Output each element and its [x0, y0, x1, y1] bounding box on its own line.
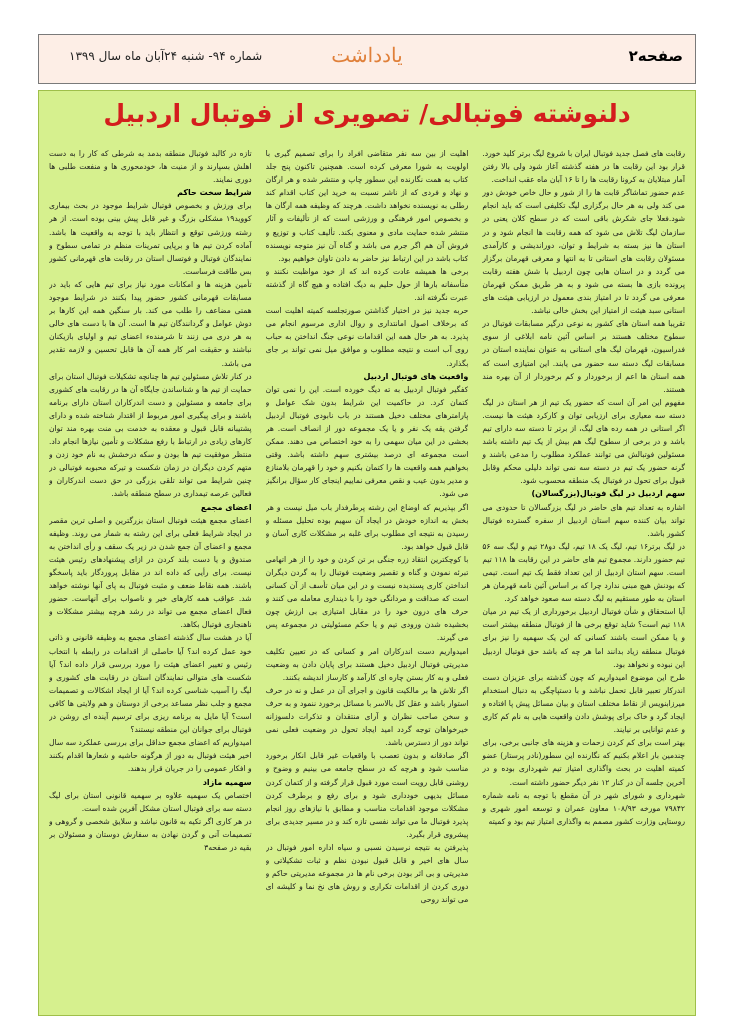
- subheading: سهم اردبیل در لیگ فوتبال(بزرگسالان): [531, 489, 685, 499]
- paragraph: اهلیت از بین سه نفر متقاضی افراد را برای تصمیم گیری با اولویت به شورا معرفی کرده است. همچنین تاکنون پنج جلد کتاب به همت نگارنده این سطور چاپ و منتشر شده و هر ارگان و نهاد و فردی که از ناشر نسبت به خرید این کتاب اقدام کند رطلی به نویسنده نخواهد داشت. هرچند که وظیفه همه ارگان ها و بخصوص امور فرهنگی و ورزشی است که از تألیفات و آثار منتشر شده حمایت مادی و معنوی بکند. تألیف کتاب و توزیع و فروش آن هم اگر جرم می باشد و گناه آن نیز متوجه نویسنده کتاب باشد در این ارتباط نیز حاضر به دادن تاوان خواهیم بود.: [265, 149, 469, 263]
- paragraph: رقابت های فصل جدید فوتبال ایران با شروع لیگ برتر کلید خورد. قرار بود این رقابت ها در هفته گذشته آغاز شود ولی بالا رفتن آمار مبتلایان به کرونا رقابت ها را تا ۱۶ آبان ماه عقب انداخت.: [482, 149, 685, 185]
- paragraph: امیدواریم دست اندرکاران امر و کسانی که در تعیین تکلیف مدیریتی فوتبال اردبیل دخیل هستند برای پایان دادن به وضعیت فعلی و به کار بستن چاره ای کارآمد و کارساز اندیشه بکنند.: [265, 646, 469, 682]
- paragraph: با کوچکترین انتقاد زره جنگی بر تن کردن و خود را از هر اتهامی تبرئه نمودن و گناه و تقصیر وضعیت فوتبال را به گردن دیگران انداختن کاری پسندیده نیست و در این میان تأسف از آن کسانی است که صداقت و مردانگی خود را با دینداری معامله می کنند و حرف های درون خود را در مقابل امتیازی بی ارزش چون بخشیده شدن ورودی تیم و یا حکم مسئولیتی در مجموعه پس می گیرند.: [265, 554, 469, 643]
- article-headline: دلنوشته فوتبالی/ تصویری از فوتبال اردبیل: [103, 99, 631, 128]
- paragraph: طرح این موضوع امیدواریم که چون گذشته برای عزیزان دست اندرکار تعبیر قابل تحمل نباشد و با دستپاچگی به دنبال استخدام میرزابنویس از نقاط مختلف استان و بیان مسائل پیش پا افتاده و ایجاد گرد و خاک برای پوشش دادن واقعیت هایی به نام کم کاری و عدم توانایی بر نیایند.: [482, 672, 685, 735]
- paragraph: اختصاص یک سهمیه علاوه بر سهمیه قانونی استان برای لیگ دسته سه برای فوتبال استان مشکل آفرین شده است.: [48, 790, 252, 813]
- paragraph: پذیرفتن به نتیجه نرسیدن نسبی و سیاه اداره امور فوتبال در سال های اخیر و قابل قبول نبودن نظم و ثبات تشکیلاتی و مدیریتی و بی اثر بودن برخی نام ها در مجموعه مدیریتی حاکم و دوری کردن از اقدامات تکراری و روش های نخ نما و کلیشه ای می تواند روحی: [265, 842, 469, 905]
- paragraph: تازه در کالبد فوتبال منطقه بدمد به شرطی که کار را به دست اهلش بسپارند و از منیت ها، خودمحوری ها و منفعت طلبی ها دوری نمایند.: [48, 149, 252, 185]
- paragraph: در کنار تلاش مسئولین تیم ها چنانچه تشکیلات فوتبال استان برای حمایت از تیم ها و شناساندن جایگاه آن ها در رقابت های کشوری برای جامعه و مسئولین و دست اندرکاران استان دارای برنامه باشند و برای پیگیری امور مربوط از اقتدار شناخته شده و دارای پشتیبانه قابل قبول و معقده به خدمت بی منت بهره مند توان کارهای زیادی در ارتباط با رفع مشکلات و تأمین نیازها انجام داد. منتظر موفقیت تیم ها بودن و سکه درخشش به نام خود زدن و متهم کردن دیگران در زمان شکست و تیرکه محبوبه فوتبالی در چنین شرایط می تواند تلقی بزرگی در حق دست اندرکاران و فعالین عرصه تیمداری در سطح منطقه باشد.: [48, 371, 252, 499]
- paragraph: در لیگ برتر۱۶ تیم، لیگ یک ۱۸ تیم، لیگ دو۲۸ تیم و لیگ سه ۵۶ تیم حضور دارند. مجموع تیم های حاضر در این رقابت ها ۱۱۸ تیم است. سهم استان اردبیل از این تعداد فقط یک تیم است. تیمی که بودنش هیچ مبنی ندارد چرا که بر اساس آئین نامه قهرمان هر استان به طور مستقیم به لیگ دسته سه صعود خواهد کرد.: [482, 541, 685, 604]
- paragraph: کفگیر فوتبال اردبیل به ته دیگ خورده است. این را نمی توان کتمان کرد. در حاکمیت این شرایط بدون شک عوامل و پارامترهای مختلف دخیل هستند در باب نابودی فوتبال اردبیل گرفتن یقه یک نفر و یا یک مجموعه دور از انصاف است. هر بخشی در این میان سهمی را به خود اختصاص می دهند. ممکن است مجموعه ای درصد بیشتری سهم داشته باشد. وقتی بخواهیم همه واقعیت ها را کتمان بکنیم و خود را قهرمان بلامنازع و مدیر بدون عیب و نقص معرفی نماییم اینجای کار سؤال برانگیز می شود.: [265, 384, 469, 499]
- paragraph: حربه جدید نیز در اختیار گذاشتن صورتجلسه کمیته اهلیت است که برخلاف اصول امانتداری و روال اداری مرسوم انجام می پذیرد. به هر حال همه این اقدامات نوعی جنگ انداختن به حباب روی آب است و نتیجه مطلوب و موافق میل نمی تواند بر جای بگذارد.: [265, 306, 469, 368]
- paragraph: اگر صادقانه و بدون تعصب با واقعیات غیر قابل انکار برخورد مناسب شود و هرچه که در سطح جامعه می بینیم و وضوح و روشنی قابل رویت است مورد قبول قرار گرفته و از کتمان کردن مسائل بدیهی خودداری شود و برای رفع و برطرف کردن مشکلات موجود اقدامات مناسب و مطابق با نیازهای روز انجام پذیرد فوتبال ما می تواند نفسی تازه کند و در مسیر جدیدی برای پیشروی قرار بگیرد.: [265, 751, 469, 839]
- section-title: یادداشت: [331, 43, 403, 67]
- paragraph: در هر کاری اگر تکیه به قانون نباشد و سلایق شخصی و گروهی و تصمیمات آنی و گردن نهادن به سفارش دوستان و مسئولان بر بقیه در صفحه۳: [48, 816, 252, 852]
- article-box: [38, 90, 696, 1016]
- paragraph: امیدواریم که اعضای مجمع حداقل برای بررسی عملکرد سه سال اخیر هیئت فوتبال به دور از هرگونه حاشیه و شعارها اقدام بکنند و افکار عمومی را در جریان قرار بدهند.: [48, 738, 252, 774]
- subheading: شرایط سخت حاکم: [177, 188, 252, 198]
- column-left: [49, 147, 252, 1005]
- page-number: صفحه۲: [628, 47, 683, 65]
- paragraph: تأمین هزینه ها و امکانات مورد نیاز برای تیم هایی که باید در مسابقات قهرمانی کشور حضور پیدا بکنند در شرایط موجود همتی مضاعف را طلب می کند. بار سنگین همه این کارها بر دوش عوامل و گردانندگان تیم ها است. آن ها با دست های خالی به هر دری می زنند تا شرمندهء اعضای تیم و اولیای بازیکنان نباشند و حقیقت امر کار همه آن ها قابل تحسین و لازمه تقدیر می باشد.: [48, 279, 252, 368]
- subheading: واقعیت های فوتبال اردبیل: [363, 371, 469, 381]
- paragraph: آیا در هشت سال گذشته اعضای مجمع به وظیفه قانونی و ذاتی خود عمل کرده اند؟ آیا حاصلی از اقدامات در رابطه با انتخاب رئیس و تغییر اعضای هیئت را مورد بررسی قرار داده اند؟ آیا شکست های متوالی نمایندگان استان در رقابت های کشوری و لیگ را آسیب شناسی کرده اند؟ آیا از ایجاد اشکالات و تصمیمات مجمع و جلب نظر مساعد برخی از دوستان و هم ولایتی ها کافی است؟ آیا مایل به برنامه ریزی برای ترسیم آینده ای روشن در فوتبال برای جوانان این منطقه نیستند؟: [48, 633, 252, 735]
- column-right: [482, 147, 685, 1005]
- paragraph: عدم حضور تماشاگر قابت ها را از شور و حال خاص خودش دور می کند ولی به هر حال برگزاری لیگ تکلیفی است که باید انجام شود.فعلا جای شکرش باقی است که در سطح کلان یعنی در سازمان لیگ تلاش می شود که همه رقابت ها انجام شود و در استان ها نیز بسته به شرایط و توان، دوراندیشی و کارآمدی مسئولان رقابت های استانی تا به انتها و معرفی قهرمان برگزار می گردد و در استان هایی چون اردبیل با شش هفته رقابت پرونده بازی ها بسته می شود و به هر طریق ممکن قهرمان معرفی می گردد تا در امتیاز بندی معمول در ارزیابی هیئت های استانی سبد هیئت از امتیاز این بخش خالی نباشد.: [482, 188, 685, 316]
- paragraph: مفهوم این امر آن است که حضور یک تیم از هر استان در لیگ دسته سه معیاری برای ارزیابی توان و کارکرد هیئت ها نیست. اگر استانی در همه رده های لیگ، از برتر تا دسته سه دارای تیم باشد و در برخی از سطوح لیگ هم بیش از یک تیم داشته باشد مسئولین فوتبالش می توانند عملکرد مطلوب را مدعی باشند و گرنه حضور یک تیم در دسته سه نمی تواند دلیلی محکم وقابل قبول برای تحول در فوتبال یک منطقه محسوب شود.: [482, 397, 685, 486]
- paragraph: برای ورزش و بخصوص فوتبال شرایط موجود در بحث بیماری کووید۱۹ مشکلی بزرگ و غیر قابل پیش بینی بوده است. از هر رشته ورزشی توقع و انتظار باید با توجه به واقعیت ها باشد. آماده کردن تیم ها و برپایی تمرینات منظم در تمامی سطوح و نمایندگان فوتبال و فوتسال استان در رقابت های قهرمانی کشور بس طاقت فرساست.: [48, 201, 252, 276]
- subheading: اعضای مجمع: [200, 502, 252, 512]
- paragraph: اگر تلاش ها بر مالکیت قانون و اجرای آن در عمل و نه در حرف استوار باشد و عقل کل بالاسر با مسائل برخورد ننمود و به حرف و سخن صاحب نظران و آرای منتقدان و تذکرات دلسوزانه خیرخواهان توجه گردد امید ایجاد تحول در وضعیت فعلی نمی تواند دور از دسترس باشد.: [265, 685, 469, 748]
- issue-info: شماره ۹۴- شنبه ۲۴آبان ماه سال ۱۳۹۹: [69, 49, 263, 63]
- paragraph: بهتر است برای کم کردن زحمات و هزینه های جانبی برخی، برای چندمین بار اعلام بکنیم که نگارنده این سطور(نادر پرستار) عضو کمیته اهلیت در بحث واگذاری امتیاز تیم شهرداری بوده و در آخرین جلسه آن در کنار ۱۲ نفر دیگر حضور داشته است.: [482, 738, 685, 787]
- paragraph: اشاره به تعداد تیم های حاضر در لیگ بزرگسالان تا حدودی می تواند بیان کننده سهم استان اردبیل از سفره گسترده فوتبال کشور باشد.: [482, 502, 685, 538]
- article-columns: [49, 147, 685, 1005]
- subheading: سهمیه مازاد: [202, 777, 252, 787]
- paragraph: اعضای مجمع هیئت فوتبال استان بزرگترین و اصلی ترین مقصر در ایجاد شرایط فعلی برای این رشته به شمار می روند. وظیفه مجمع و اعضای آن جمع شدن در زیر یک سقف و رأی انداختن به صندوق و یا دست بلند کردن در ازای پیشنهادهای رئیس هیئت نیست. برای رأیی که داده اند در مقابل پروردگار باید پاسخگو باشند. همه نقاط ضعف و مثبت فوتبال به پای آنها نوشته خواهد شد. عواقب همه کارهای خیر و ناصواب برای آنهاست. حضور فعال اعضای مجمع می تواند در رشد هرچه بیشتر مشکلات و ناهنجاری فوتبال بکاهد.: [48, 515, 252, 630]
- paragraph: اگر بپذیریم که اوضاع این رشته پرطرفدار باب میل نیست و هر بخش به اندازه خودش در ایجاد آن سهیم بوده تحلیل مسئله و رسیدن به نتیجه ای مطلوب برای غلبه بر مشکلات کاری آسان و قابل قبول خواهد بود.: [265, 502, 469, 551]
- paragraph: تقریبا همه استان های کشور به نوعی درگیر مسابقات فوتبال در سطوح مختلف هستند بر اساس آئین نامه ابلاغی از سوی فدراسیون، قهرمان لیگ های استانی به عنوان نماینده استان در مسابقات لیگ دسته سه حضور می یابند. این امتیازی است که همه استان ها اعم از برخوردار و کم برخوردار از آن بهره مند هستند.: [482, 319, 685, 394]
- paragraph: برخی ها همیشه عادت کرده اند که از خود مواظبت نکنند و متأسفانه بارها از حول حلیم به دیگ افتاده و هیچ گاه از گذشته عبرت نگرفته اند.: [265, 266, 469, 303]
- page-header: [38, 34, 696, 84]
- paragraph: آیا استحقاق و شأن فوتبال اردبیل برخورداری از یک تیم در میان ۱۱۸ تیم است؟ شاید توقع برخی ها از فوتبال منطقه بیشتر است و یا ممکن است باشند کسانی که این یک سهمیه را نیز برای فوتبال منطقه زیاد بدانند اما هر چه که باشد حق فوتبال اردبیل این نبوده و نخواهد بود.: [482, 607, 685, 669]
- paragraph: شهرداری و شورای شهر در آن مقطع با توجه به نامه شماره ۷۹۸۴۲ مورخه ۱۰۸/۹۳ معاون عمران و توسعه امور شهری و روستایی وزارت کشور مصمم به واگذاری امتیاز تیم بود و کمیته: [482, 790, 685, 826]
- column-middle: [266, 147, 469, 1005]
